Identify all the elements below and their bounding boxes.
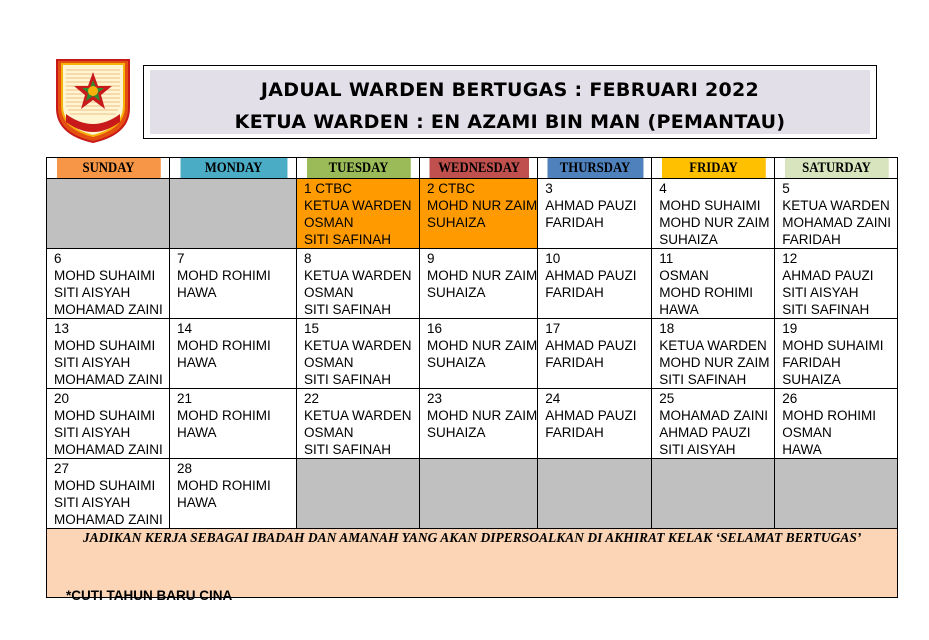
day-cell-content xyxy=(538,389,651,441)
day-number: 13 xyxy=(54,321,70,336)
warden-name: HAWA xyxy=(177,425,217,440)
empty-day-cell xyxy=(775,459,898,529)
warden-name: SITI AISYAH xyxy=(54,355,131,370)
day-cell-content xyxy=(170,389,296,441)
warden-name: MOHD ROHIMI xyxy=(659,285,753,300)
warden-name: KETUA WARDEN xyxy=(304,408,412,423)
warden-name: OSMAN xyxy=(304,215,354,230)
warden-name: MOHD NUR ZAIM xyxy=(427,198,538,213)
day-cell-content xyxy=(297,389,419,458)
empty-day-cell xyxy=(538,459,652,529)
day-number: 11 xyxy=(659,251,674,266)
day-cell-content xyxy=(775,249,897,318)
day-cell xyxy=(297,319,420,389)
day-number: 12 xyxy=(782,251,798,266)
warden-name: AHMAD PAUZI xyxy=(545,268,637,283)
day-number: 16 xyxy=(427,321,443,336)
day-number: 22 xyxy=(304,391,320,406)
warden-name: MOHD ROHIMI xyxy=(177,268,271,283)
day-cell xyxy=(652,249,775,319)
warden-name: AHMAD PAUZI xyxy=(545,198,637,213)
day-cell xyxy=(297,179,420,249)
day-cell-content xyxy=(538,249,651,301)
day-number: 14 xyxy=(177,321,193,336)
day-cell-content xyxy=(420,389,537,441)
warden-name: MOHD SUHAIMI xyxy=(54,338,156,353)
warden-name: FARIDAH xyxy=(782,232,841,247)
warden-name: SITI SAFINAH xyxy=(304,442,392,457)
warden-name: HAWA xyxy=(177,495,217,510)
week-row xyxy=(47,319,898,389)
warden-name: KETUA WARDEN xyxy=(782,198,890,213)
day-number: 19 xyxy=(782,321,798,336)
warden-name: SITI SAFINAH xyxy=(304,372,392,387)
warden-name: AHMAD PAUZI xyxy=(782,268,874,283)
warden-name: MOHD SUHAIMI xyxy=(782,338,884,353)
day-cell xyxy=(47,389,170,459)
day-cell xyxy=(420,389,538,459)
warden-name: MOHAMAD ZAINI xyxy=(54,372,163,387)
warden-name: MOHD ROHIMI xyxy=(782,408,876,423)
day-cell xyxy=(775,389,898,459)
day-cell xyxy=(47,459,170,529)
day-cell xyxy=(47,319,170,389)
day-number: 21 xyxy=(177,391,193,406)
day-cell-content xyxy=(652,249,774,318)
day-cell-content xyxy=(775,319,897,388)
empty-day-cell xyxy=(652,459,775,529)
warden-name: MOHD SUHAIMI xyxy=(54,478,156,493)
day-cell-content xyxy=(170,319,296,371)
warden-name: AHMAD PAUZI xyxy=(659,425,751,440)
empty-day-cell xyxy=(170,179,297,249)
day-header-wednesday: WEDNESDAY xyxy=(428,158,529,179)
warden-name: HAWA xyxy=(659,302,699,317)
empty-day-cell xyxy=(47,179,170,249)
warden-name: MOHD SUHAIMI xyxy=(54,408,156,423)
day-number: 27 xyxy=(54,461,70,476)
warden-name: AHMAD PAUZI xyxy=(545,338,637,353)
day-number: 6 xyxy=(54,251,62,266)
warden-name: SITI SAFINAH xyxy=(659,372,747,387)
day-cell xyxy=(652,179,775,249)
warden-name: FARIDAH xyxy=(782,355,841,370)
warden-name: HAWA xyxy=(782,442,822,457)
warden-name: MOHD ROHIMI xyxy=(177,408,271,423)
empty-day-cell xyxy=(420,459,538,529)
day-number: 9 xyxy=(427,251,435,266)
warden-name: OSMAN xyxy=(659,268,709,283)
day-cell-content xyxy=(775,179,897,248)
warden-name: KETUA WARDEN xyxy=(304,338,412,353)
empty-day-cell xyxy=(297,459,420,529)
warden-name: SITI AISYAH xyxy=(54,285,131,300)
warden-name: AHMAD PAUZI xyxy=(545,408,637,423)
week-row xyxy=(47,459,898,529)
day-number: 26 xyxy=(782,391,798,406)
day-cell xyxy=(170,459,297,529)
day-number: 2 CTBC xyxy=(427,181,476,196)
day-cell xyxy=(170,319,297,389)
day-cell-content xyxy=(538,179,651,231)
warden-name: MOHAMAD ZAINI xyxy=(782,215,892,230)
warden-name: MOHD NUR ZAIM xyxy=(659,355,770,370)
warden-name: KETUA WARDEN xyxy=(304,198,412,213)
warden-name: MOHD NUR ZAIM xyxy=(427,408,538,423)
day-cell xyxy=(775,179,898,249)
warden-name: MOHD NUR ZAIM xyxy=(427,338,538,353)
day-number: 24 xyxy=(545,391,561,406)
day-number: 28 xyxy=(177,461,193,476)
day-cell-content xyxy=(170,459,296,511)
page-title: JADUAL WARDEN BERTUGAS : FEBRUARI 2022 xyxy=(260,79,760,101)
warden-name: SUHAIZA xyxy=(427,425,486,440)
day-header-thursday: THURSDAY xyxy=(546,158,643,179)
duty-calendar xyxy=(46,157,898,598)
warden-name: KETUA WARDEN xyxy=(659,338,767,353)
day-cell-content xyxy=(652,389,774,458)
day-header-monday: MONDAY xyxy=(179,158,287,179)
day-cell xyxy=(775,249,898,319)
warden-name: SUHAIZA xyxy=(659,232,718,247)
warden-name: MOHD SUHAIMI xyxy=(54,268,156,283)
day-cell xyxy=(538,249,652,319)
warden-name: HAWA xyxy=(177,355,217,370)
day-cell xyxy=(538,319,652,389)
page-subtitle: KETUA WARDEN : EN AZAMI BIN MAN (PEMANTAU) xyxy=(234,111,786,133)
day-number: 20 xyxy=(54,391,70,406)
warden-name: MOHD ROHIMI xyxy=(177,338,271,353)
week-row xyxy=(47,389,898,459)
day-header-friday: FRIDAY xyxy=(661,158,766,179)
day-cell xyxy=(420,179,538,249)
day-number: 18 xyxy=(659,321,675,336)
day-cell xyxy=(652,389,775,459)
warden-name: MOHD NUR ZAIM xyxy=(659,215,770,230)
warden-name: FARIDAH xyxy=(545,425,604,440)
day-number: 8 xyxy=(304,251,312,266)
title-background xyxy=(150,70,870,134)
day-cell xyxy=(420,319,538,389)
day-number: 4 xyxy=(659,181,667,196)
day-cell-content xyxy=(538,319,651,371)
day-cell-content xyxy=(652,179,774,248)
day-cell-content xyxy=(297,319,419,388)
warden-name: SITI SAFINAH xyxy=(304,302,392,317)
day-cell xyxy=(652,319,775,389)
day-cell-content xyxy=(652,319,774,388)
day-number: 7 xyxy=(177,251,185,266)
warden-name: SITI AISYAH xyxy=(54,495,131,510)
day-cell-content xyxy=(170,249,296,301)
day-cell xyxy=(47,249,170,319)
warden-name: SITI SAFINAH xyxy=(304,232,392,247)
day-cell xyxy=(297,249,420,319)
day-number: 17 xyxy=(545,321,561,336)
day-number: 25 xyxy=(659,391,675,406)
day-cell xyxy=(538,389,652,459)
warden-name: SITI AISYAH xyxy=(54,425,131,440)
warden-name: SUHAIZA xyxy=(782,372,841,387)
day-cell xyxy=(170,389,297,459)
day-cell xyxy=(420,249,538,319)
warden-name: MOHAMAD ZAINI xyxy=(659,408,769,423)
week-row xyxy=(47,249,898,319)
day-cell xyxy=(538,179,652,249)
day-cell-content xyxy=(775,389,897,458)
day-cell-content xyxy=(47,319,169,388)
day-number: 10 xyxy=(545,251,561,266)
warden-name: KETUA WARDEN xyxy=(304,268,412,283)
day-cell xyxy=(297,389,420,459)
warden-name: OSMAN xyxy=(304,285,354,300)
warden-name: SITI AISYAH xyxy=(659,442,736,457)
warden-name: HAWA xyxy=(177,285,217,300)
day-number: 23 xyxy=(427,391,443,406)
day-cell-content xyxy=(47,249,169,318)
day-cell-content xyxy=(297,249,419,318)
day-cell-content xyxy=(47,389,169,458)
motto-banner: JADIKAN KERJA SEBAGAI IBADAH DAN AMANAH YANG AKAN DIPERSOALKAN DI AKHIRAT KELAK ‘SELAMAT BERTUGAS’ xyxy=(47,529,898,598)
day-number: 15 xyxy=(304,321,320,336)
warden-name: SUHAIZA xyxy=(427,285,486,300)
warden-name: FARIDAH xyxy=(545,355,604,370)
warden-name: MOHAMAD ZAINI xyxy=(54,512,163,527)
day-header-sunday: SUNDAY xyxy=(56,158,161,179)
warden-name: SITI SAFINAH xyxy=(782,302,870,317)
warden-name: OSMAN xyxy=(782,425,832,440)
warden-name: MOHD NUR ZAIM xyxy=(427,268,538,283)
warden-name: MOHAMAD ZAINI xyxy=(54,302,163,317)
day-cell-content xyxy=(297,179,419,248)
warden-name: FARIDAH xyxy=(545,215,604,230)
warden-name: MOHD ROHIMI xyxy=(177,478,271,493)
day-cell-content xyxy=(420,179,537,231)
day-cell xyxy=(775,319,898,389)
day-cell xyxy=(170,249,297,319)
day-number: 5 xyxy=(782,181,790,196)
day-cell-content xyxy=(420,249,537,301)
warden-name: SUHAIZA xyxy=(427,355,486,370)
warden-name: FARIDAH xyxy=(545,285,604,300)
warden-name: OSMAN xyxy=(304,425,354,440)
day-header-saturday: SATURDAY xyxy=(784,158,889,179)
holiday-note: *CUTI TAHUN BARU CINA xyxy=(66,588,233,603)
day-number: 3 xyxy=(545,181,553,196)
day-cell-content xyxy=(47,459,169,528)
day-header-tuesday: TUESDAY xyxy=(306,158,411,179)
warden-name: MOHD SUHAIMI xyxy=(659,198,761,213)
day-header-row xyxy=(47,158,898,179)
day-cell-content xyxy=(420,319,537,371)
warden-name: SUHAIZA xyxy=(427,215,486,230)
week-row xyxy=(47,179,898,249)
title-box xyxy=(143,65,877,139)
warden-name: SITI AISYAH xyxy=(782,285,859,300)
day-number: 1 CTBC xyxy=(304,181,353,196)
warden-name: MOHAMAD ZAINI xyxy=(54,442,163,457)
warden-name: OSMAN xyxy=(304,355,354,370)
school-crest-logo xyxy=(52,56,134,144)
